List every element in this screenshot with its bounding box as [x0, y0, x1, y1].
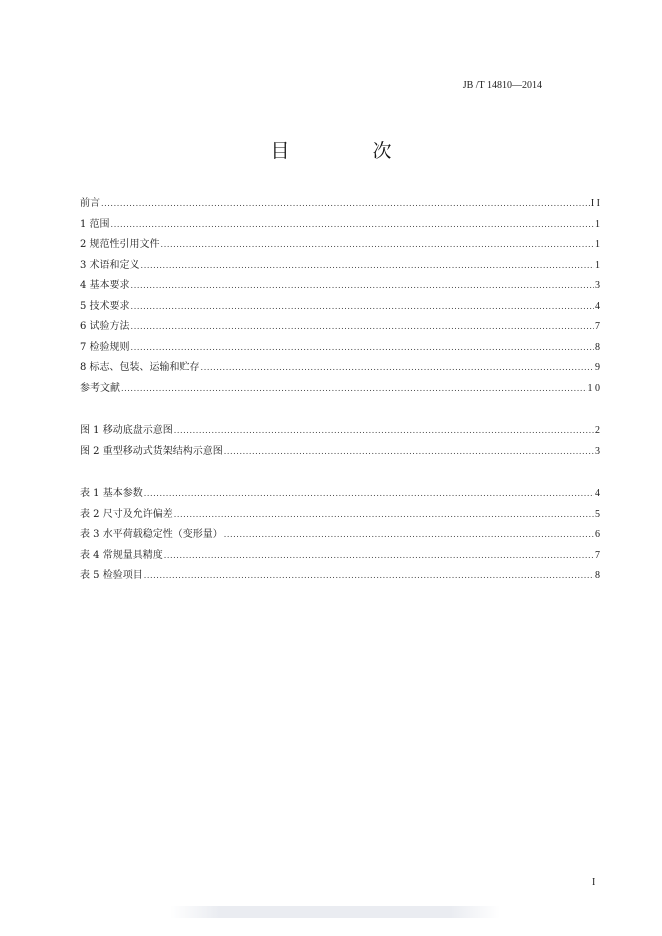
toc-entry-scope[interactable] — [80, 215, 600, 236]
toc-entry-label: 8 标志、包装、运输和贮存 — [80, 362, 200, 373]
toc-leader-dots — [101, 194, 590, 215]
toc-entry-label: 图 2 重型移动式货架结构示意图 — [80, 445, 223, 457]
toc-leader-dots — [224, 525, 594, 546]
table-entry[interactable] — [80, 546, 600, 567]
toc-leader-dots — [164, 546, 594, 567]
toc-entry-bibliography[interactable] — [80, 379, 600, 400]
toc-leader-dots — [174, 421, 594, 442]
footer-watermark-band — [170, 906, 500, 918]
toc-leader-dots — [131, 276, 594, 297]
toc-entry-page: 8 — [595, 570, 600, 581]
toc-leader-dots — [174, 505, 594, 526]
toc-leader-dots — [144, 484, 594, 505]
toc-entry-page: 2 — [595, 425, 600, 436]
toc-entry-label: 1 范围 — [80, 218, 110, 230]
toc-leader-dots — [161, 235, 594, 256]
toc-entry-technical-requirements[interactable] — [80, 297, 600, 318]
toc-entry-page: 7 — [595, 549, 600, 561]
toc-entry-page: 3 — [595, 445, 600, 457]
figure-list — [80, 421, 600, 462]
toc-entry-page: 1 — [595, 239, 600, 250]
toc-entry-label: 表 5 检验项目 — [80, 570, 143, 581]
standard-code: JB /T 14810—2014 — [462, 80, 542, 91]
toc-entry-page: 8 — [595, 341, 600, 353]
toc-leader-dots — [131, 317, 594, 338]
toc-entry-page: 4 — [595, 300, 600, 312]
toc-entry-label: 4 基本要求 — [80, 280, 130, 291]
toc-entry-label: 表 4 常规量具精度 — [80, 549, 163, 561]
toc-entry-basic-requirements[interactable] — [80, 276, 600, 297]
toc-entry-label: 图 1 移动底盘示意图 — [80, 425, 173, 436]
toc-leader-dots — [144, 566, 594, 587]
toc-entry-page: 1 — [595, 218, 600, 230]
table-entry[interactable] — [80, 505, 600, 526]
toc-entry-page: 1 — [595, 259, 600, 271]
figure-entry[interactable] — [80, 442, 600, 463]
table-entry[interactable] — [80, 484, 600, 505]
toc-leader-dots — [141, 256, 594, 277]
toc-entry-page: 4 — [595, 488, 600, 499]
toc-entry-page: 7 — [595, 321, 600, 332]
toc-entry-label: 7 检验规则 — [80, 341, 130, 353]
toc-entry-label: 5 技术要求 — [80, 300, 130, 312]
toc-entry-inspection-rules[interactable] — [80, 338, 600, 359]
toc-entry-page: 9 — [595, 362, 600, 373]
toc-entry-page: 5 — [595, 508, 600, 520]
toc-entry-label: 表 1 基本参数 — [80, 488, 143, 499]
toc-entry-label: 表 2 尺寸及允许偏差 — [80, 508, 173, 520]
toc-entry-page: 1 0 — [587, 382, 600, 394]
toc-entry-page: 6 — [595, 529, 600, 540]
toc-entry-test-methods[interactable] — [80, 317, 600, 338]
toc-entry-label: 前言 — [80, 198, 100, 209]
toc-entry-label: 参考文献 — [80, 382, 120, 394]
toc-leader-dots — [201, 358, 594, 379]
toc-leader-dots — [224, 442, 594, 463]
toc-entry-terms[interactable] — [80, 256, 600, 277]
page-title: 目 次 — [270, 140, 424, 162]
table-list — [80, 484, 600, 587]
toc-entry-foreword[interactable] — [80, 194, 600, 215]
toc-entry-normative-references[interactable] — [80, 235, 600, 256]
page-number: I — [592, 877, 596, 888]
toc-leader-dots — [131, 338, 594, 359]
toc-entry-page: 3 — [595, 280, 600, 291]
table-entry[interactable] — [80, 525, 600, 546]
toc-list — [80, 194, 600, 399]
toc-entry-label: 6 试验方法 — [80, 321, 130, 332]
toc-entry-label: 3 术语和定义 — [80, 259, 140, 271]
figure-entry[interactable] — [80, 421, 600, 442]
toc-entry-label: 2 规范性引用文件 — [80, 239, 160, 250]
table-entry[interactable] — [80, 566, 600, 587]
toc-entry-label: 表 3 水平荷载稳定性（变形量） — [80, 529, 223, 540]
toc-leader-dots — [131, 297, 594, 318]
toc-leader-dots — [121, 379, 587, 400]
toc-leader-dots — [111, 215, 594, 236]
toc-entry-page: I I — [590, 198, 600, 209]
toc-entry-marking-packaging[interactable] — [80, 358, 600, 379]
